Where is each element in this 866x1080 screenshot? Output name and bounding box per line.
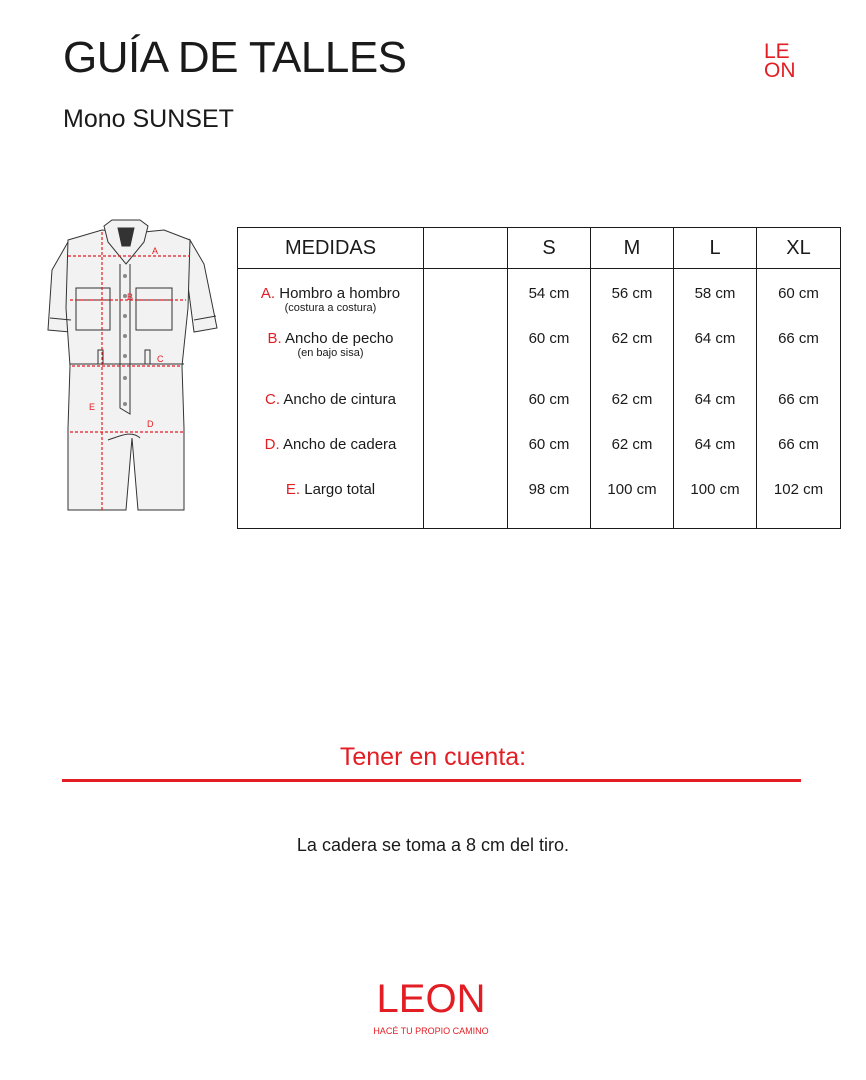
measure-letter: A. — [260, 285, 276, 302]
diagram-label-a: A — [152, 246, 159, 256]
page-title: GUÍA DE TALLES — [63, 33, 407, 82]
measure-name: Ancho de cadera — [282, 436, 397, 453]
measure-name: Hombro a hombro — [279, 285, 401, 302]
measure-letter: E. — [285, 481, 301, 498]
header-size-m: M — [591, 228, 674, 269]
size-table — [237, 227, 841, 529]
value-cell: 66 cm — [778, 436, 819, 453]
diagram-label-d: D — [147, 419, 154, 429]
size-m-column — [591, 269, 674, 529]
measure-row-e — [238, 482, 423, 512]
header-size-l: L — [674, 228, 757, 269]
value-cell: 62 cm — [611, 436, 653, 453]
header-empty — [424, 228, 508, 269]
value-cell: 60 cm — [528, 330, 570, 347]
value-cell: 62 cm — [611, 391, 653, 408]
header-medidas: MEDIDAS — [238, 228, 424, 269]
empty-column — [424, 269, 508, 529]
brand-logo-corner — [764, 42, 808, 80]
diagram-label-e: E — [89, 402, 96, 412]
measure-row-b — [238, 331, 423, 392]
measure-name: Ancho de pecho — [285, 330, 394, 347]
brand-logo-footer: LEON — [376, 977, 486, 1021]
brand-tagline: HACÉ TU PROPIO CAMINO — [373, 1026, 489, 1036]
diagram-label-b: B — [127, 292, 134, 302]
size-l-column — [674, 269, 757, 529]
value-cell: 100 cm — [607, 481, 657, 498]
measure-letter: B. — [267, 330, 282, 347]
product-name: Mono SUNSET — [63, 105, 234, 133]
value-cell: 102 cm — [773, 481, 824, 498]
value-cell: 64 cm — [694, 391, 736, 408]
measure-name: Ancho de cintura — [283, 391, 396, 408]
value-cell: 54 cm — [528, 285, 570, 302]
value-cell: 56 cm — [611, 285, 653, 302]
value-cell: 64 cm — [694, 330, 736, 347]
measure-names-column — [238, 269, 424, 529]
header-size-s: S — [508, 228, 591, 269]
measure-letter: C. — [265, 391, 281, 408]
notes-heading: Tener en cuenta: — [339, 743, 527, 771]
value-cell: 60 cm — [778, 285, 819, 302]
table-header-row — [238, 228, 841, 269]
value-cell: 64 cm — [694, 436, 736, 453]
jumpsuit-diagram — [44, 218, 222, 514]
value-cell: 60 cm — [528, 391, 570, 408]
measure-row-c — [238, 392, 423, 437]
notes-divider — [62, 779, 801, 782]
measure-row-d — [238, 437, 423, 482]
value-cell: 98 cm — [528, 481, 570, 498]
notes-text: La cadera se toma a 8 cm del tiro. — [296, 835, 570, 855]
value-cell: 62 cm — [611, 330, 653, 347]
value-cell: 66 cm — [778, 391, 819, 408]
header-size-xl: XL — [757, 228, 841, 269]
measure-note: (en bajo sisa) — [297, 347, 364, 359]
diagram-label-c: C — [157, 354, 164, 364]
value-cell: 60 cm — [528, 436, 570, 453]
value-cell: 100 cm — [690, 481, 740, 498]
measure-row-a — [238, 286, 423, 331]
size-xl-column — [757, 269, 841, 529]
measure-note: (costura a costura) — [284, 302, 377, 314]
logo-line-bottom: ON — [764, 59, 796, 82]
value-cell: 66 cm — [778, 330, 819, 347]
measure-letter: D. — [264, 436, 280, 453]
logo-line-top: LE — [764, 40, 790, 63]
value-cell: 58 cm — [694, 285, 736, 302]
measure-name: Largo total — [304, 481, 376, 498]
table-body — [238, 269, 841, 529]
size-s-column — [508, 269, 591, 529]
